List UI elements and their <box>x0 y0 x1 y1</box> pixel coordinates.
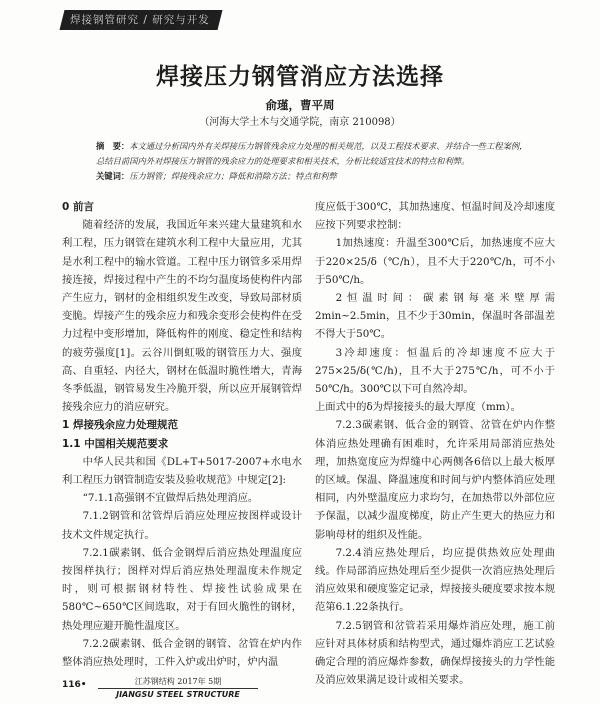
authors: 俞瑾，曹平周 <box>265 98 335 112</box>
abstract <box>96 139 534 169</box>
rule-7-1-2: 7.1.2钢管和岔管焊后消应处理应按图样或设计技术文件规定执行。 <box>62 510 302 541</box>
keywords <box>96 170 534 182</box>
rule-7-2-2: 7.2.2碳素钢、低合金钢的钢管、岔管在炉内作整体消应热处理时，工件入炉或出炉时，炉内温 <box>62 637 302 669</box>
paper-title: 焊接压力钢管消应方法选择 <box>156 64 444 90</box>
keywords-text: 压力钢管；焊接残余应力；降低和消除方法；特点和利弊 <box>129 171 337 181</box>
rule-7-1-1: “7.1.1高强钢不宜做焊后热处理消应。 <box>82 492 259 505</box>
rule-7-2-3: 7.2.3碳素钢、低合金的钢管、岔管在炉内作整体消应热处理确有困难时，允许采用局部消应热处理，加热宽度应为焊缝中心两侧各6倍以上最大板厚的区域。保温、降温速度和时间与炉内整体消应处理相同，内外壁温度应力求均匀，在加热带以外部位应予保温，以减少温度梯度，防止产生更大的热应力和影响母材的组织及性能。 <box>315 419 555 541</box>
continued-paragraph: 度应低于300℃，其加热速度、恒温时间及冷却速度应按下列要求控制： <box>315 201 555 232</box>
rule-7-2-1: 7.2.1碳素钢、低合金钢焊后消应热处理温度应按图样执行；图样对焊后消应热处理温度未作规定时，则可根据钢材特性、焊接性试验成果在580℃~650℃区间选取，对于有回火脆性的钢材，热处理应避开脆性温度区。 <box>62 546 302 632</box>
section-1-1-paragraph: 中华人民共和国《DL+T+5017-2007+水电水利工程压力钢管制造安装及验收规范》中规定[2]: <box>62 455 302 487</box>
left-column <box>62 198 302 671</box>
rule-7-2-5: 7.2.5钢管和岔管若采用爆炸消应处理，施工前应针对具体材质和结构型式，通过爆炸消应工艺试验确定合理的消应爆炸参数，确保焊接接头的力学性能及消应效果满足设计或相关要求。 <box>315 619 555 687</box>
affiliation: （河海大学土木与交通学院，南京 210098） <box>199 117 401 128</box>
journal-name-en: JIANGSU STEEL STRUCTURE <box>116 690 240 699</box>
right-column <box>315 198 555 689</box>
keywords-label: 关键词： <box>96 171 130 181</box>
intro-paragraph: 随着经济的发展，我国近年来兴建大量建筑和水利工程，压力钢管在建筑水利工程中大量应用，尤其是水利工程中的输水管道。工程中压力钢管多采用焊接连接，焊接过程中产生的不均匀温度场使构件内部产生应力，钢材的金相组织发生改变，导致局部材质变脆。焊接产生的残余应力和残余变形会使构件在受力过程中变形增加，降低构件的刚度、稳定性和结构的疲劳强度[1]。云谷川倒虹吸的钢管压力大、强度高、自重轻、内径大，钢材在低温时脆性增大，青海冬季低温，钢管易发生冷脆开裂，所以应开展钢管焊接残余应力的消应研究。 <box>62 219 302 414</box>
section-1-1-heading: 1.1 中国相关规范要求 <box>62 437 169 450</box>
holding-time-item: 2恒温时间：碳素钢每毫米壁厚需2min~2.5min，且不少于30min，保温时各部温差不得大于50℃。 <box>315 292 555 341</box>
abstract-label: 摘 要： <box>96 141 130 151</box>
page-number: 116• <box>62 680 87 690</box>
cooling-rate-item: 3冷却速度：恒温后的冷却速度不应大于275×25/δ(℃/h)，且不大于275℃/h，可不小于50℃/h。300℃以下可自然冷却。 <box>315 346 555 396</box>
section-0-heading: 0 前言 <box>62 201 94 213</box>
heating-rate-item: 1加热速度：升温至300℃后，加热速度不应大于220×25/δ（℃/h），且不大于220℃/h，可不小于50℃/h。 <box>315 237 555 286</box>
header-banner: 焊接钢管研究 / 研究与开发 <box>70 14 210 26</box>
section-1-heading: 1 焊接残余应力处理规范 <box>62 419 178 432</box>
abstract-text: 本文通过分析国内外有关焊接压力钢管残余应力处理的相关规范，以及工程技术要求、并结合一些工程案例，总结目前国内外对焊接压力钢管的残余应力的处理要求和相关技术，分析比较适宜技术的特点和利弊。 <box>96 141 528 166</box>
thickness-note: 上面式中的δ为焊接接头的最大厚度（mm）。 <box>315 401 521 414</box>
rule-7-2-4: 7.2.4消应热处理后，均应提供热效应处理曲线。作局部消应热处理后至少提供一次消应热处理后消应效果和硬度鉴定记录，焊接接头硬度要求按本规范第6.1.22条执行。 <box>315 546 555 614</box>
journal-name: 江苏钢结构 2017年 5期 <box>98 676 258 689</box>
